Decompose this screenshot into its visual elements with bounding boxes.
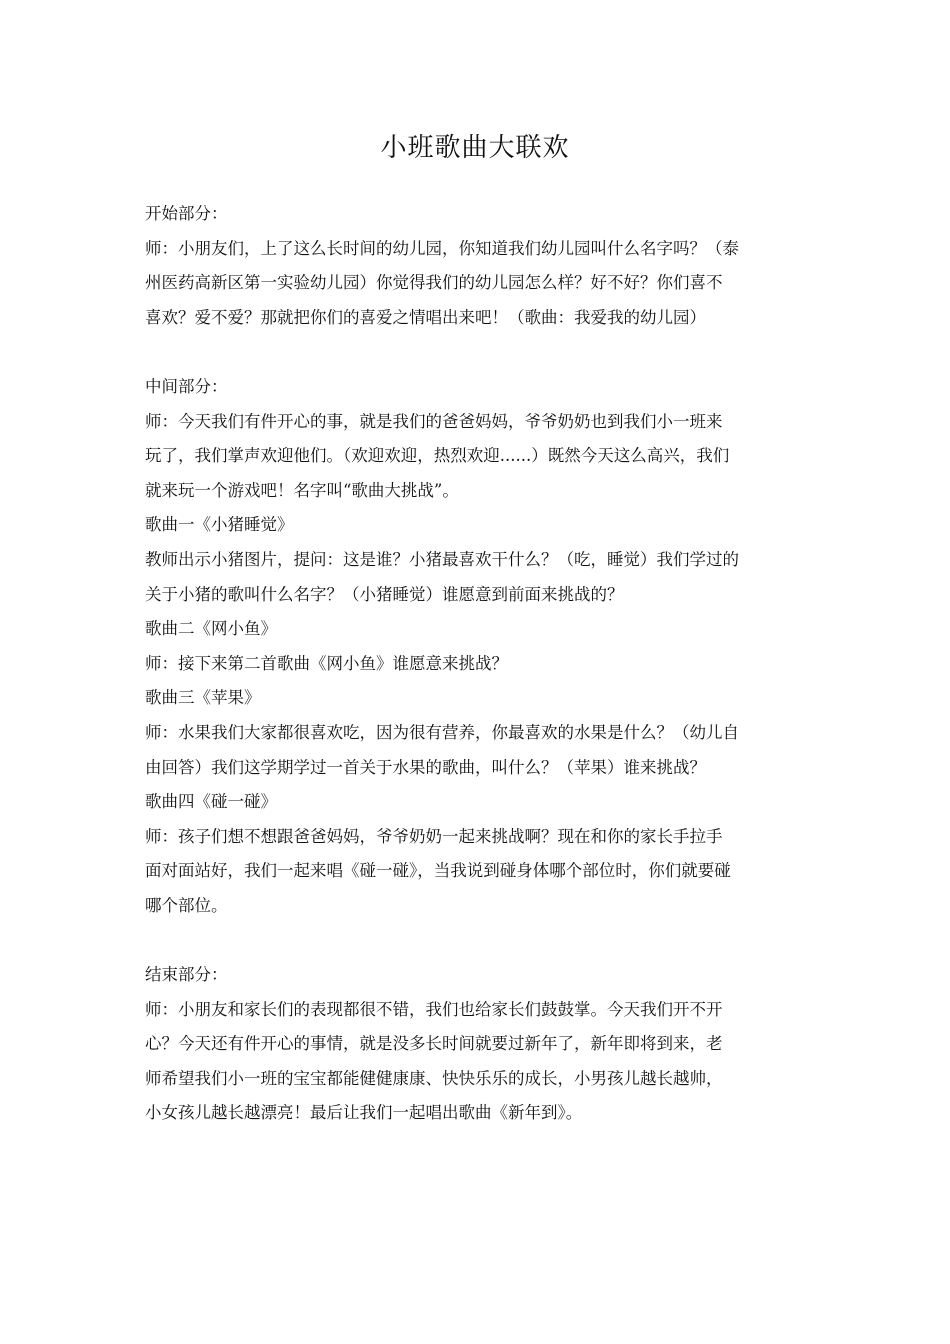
text-line: 歌曲三《苹果》	[145, 688, 261, 708]
text-line: 哪个部位。	[145, 895, 228, 915]
text-line: 师：水果我们大家都很喜欢吃，因为很有营养，你最喜欢的水果是什么？（幼儿自	[145, 722, 739, 742]
text-line: 心？今天还有件开心的事情，就是没多长时间就要过新年了，新年即将到来，老	[145, 1034, 723, 1054]
text-line: 师：孩子们想不想跟爸爸妈妈，爷爷奶奶一起来挑战啊？现在和你的家长手拉手	[145, 826, 723, 846]
text-line: 州医药高新区第一实验幼儿园）你觉得我们的幼儿园怎么样？好不好？你们喜不	[145, 273, 723, 293]
text-line: 歌曲四《碰一碰》	[145, 792, 277, 812]
text-line: 师：接下来第二首歌曲《网小鱼》谁愿意来挑战？	[145, 653, 508, 673]
text-line: 教师出示小猪图片，提问：这是谁？小猪最喜欢干什么？（吃，睡觉）我们学过的	[145, 549, 739, 569]
document-body	[145, 197, 811, 1131]
text-line: 关于小猪的歌叫什么名字？（小猪睡觉）谁愿意到前面来挑战的？	[145, 584, 624, 604]
text-line: 师：小朋友们，上了这么长时间的幼儿园，你知道我们幼儿园叫什么名字吗？（泰	[145, 238, 739, 258]
text-line: 师：今天我们有件开心的事，就是我们的爸爸妈妈，爷爷奶奶也到我们小一班来	[145, 411, 723, 431]
text-line: 面对面站好，我们一起来唱《碰一碰》，当我说到碰身体哪个部位时，你们就要碰	[145, 861, 731, 881]
text-line: 师希望我们小一班的宝宝都能健健康康、快快乐乐的成长，小男孩儿越长越帅，	[145, 1068, 723, 1088]
document-title: 小班歌曲大联欢	[380, 133, 570, 163]
text-line: 就来玩一个游戏吧！名字叫“歌曲大挑战”。	[145, 480, 459, 500]
text-line: 由回答）我们这学期学过一首关于水果的歌曲，叫什么？（苹果）谁来挑战？	[145, 757, 706, 777]
text-line: 歌曲二《网小鱼》	[145, 619, 277, 639]
text-line: 玩了，我们掌声欢迎他们。（欢迎欢迎，热烈欢迎......）既然今天这么高兴，我们	[145, 446, 730, 466]
text-line: 结束部分：	[145, 965, 228, 985]
text-line: 歌曲一《小猪睡觉》	[145, 515, 294, 535]
blank-line	[145, 335, 811, 370]
text-line: 师：小朋友和家长们的表现都很不错，我们也给家长们鼓鼓掌。今天我们开不开	[145, 999, 723, 1019]
text-line: 中间部分：	[145, 376, 228, 396]
text-line: 开始部分：	[145, 204, 228, 223]
blank-line	[145, 923, 811, 958]
text-line: 喜欢？爱不爱？那就把你们的喜爱之情唱出来吧！（歌曲：我爱我的幼儿园）	[145, 307, 706, 327]
text-line: 小女孩儿越长越漂亮！最后让我们一起唱出歌曲《新年到》。	[145, 1103, 583, 1123]
